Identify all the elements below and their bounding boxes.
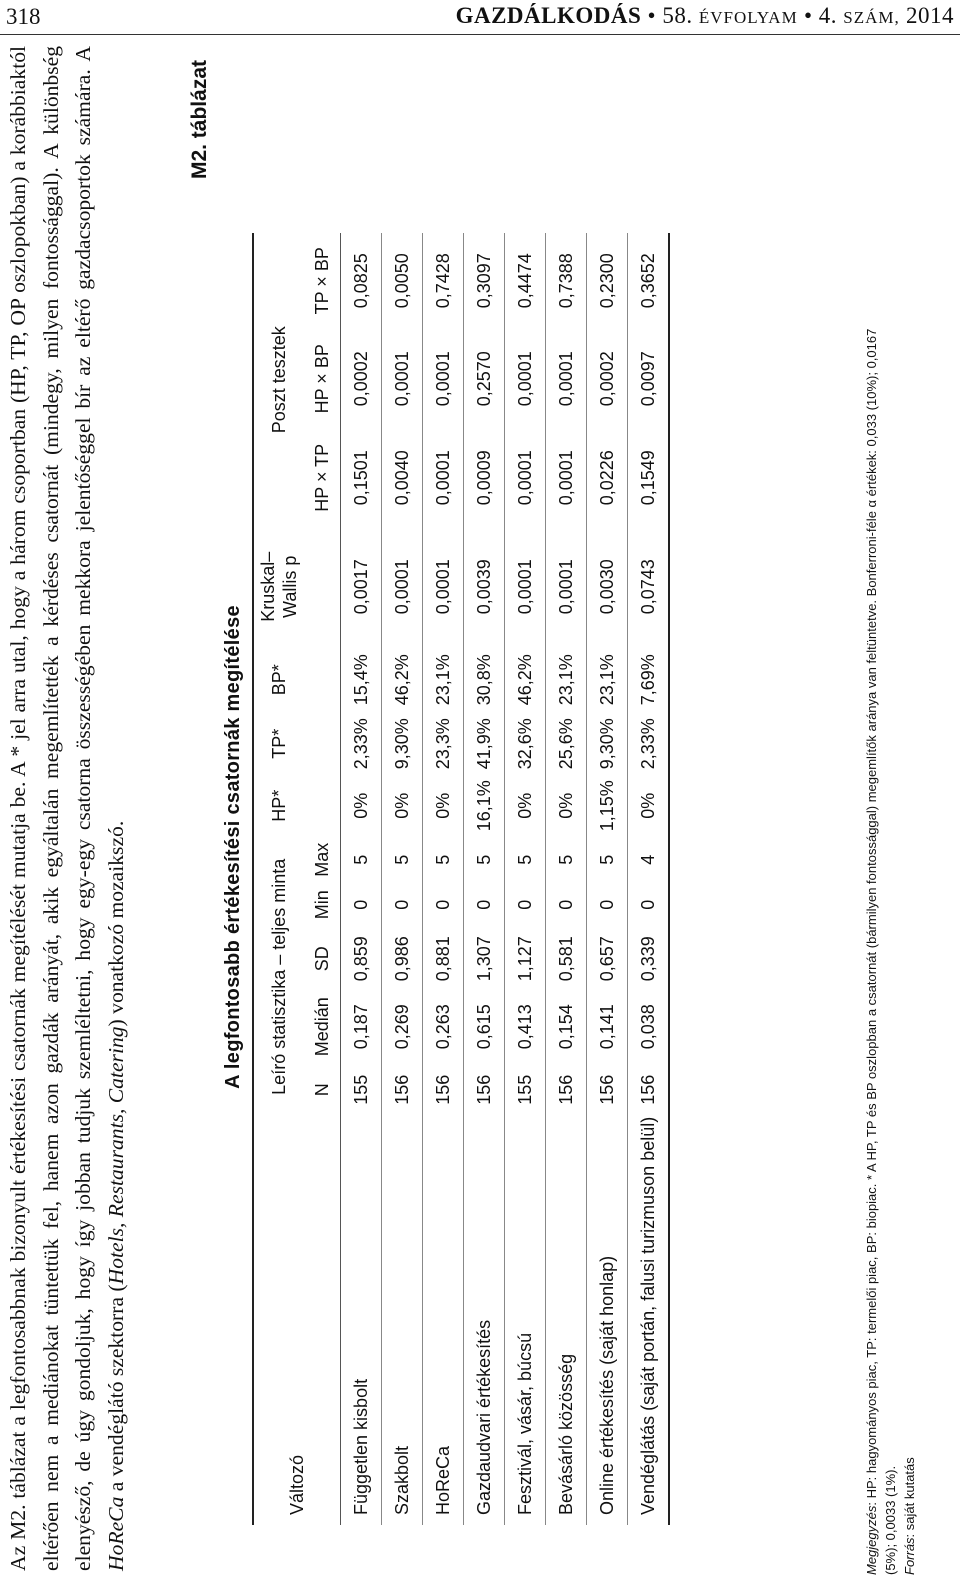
cell-tp: 9,30%	[587, 713, 628, 775]
header-empty	[304, 775, 341, 837]
table-row	[423, 233, 464, 1525]
header-tp-x-bp: TP × BP	[304, 233, 341, 329]
cell-variable: Gazdaudvari értékesítés	[464, 1117, 505, 1525]
cell-tp-x-bp: 0,0050	[382, 233, 423, 329]
cell-bp: 30,8%	[464, 647, 505, 713]
cell-n: 156	[464, 1063, 505, 1117]
cell-variable: Független kisbolt	[341, 1117, 382, 1525]
cell-hp: 0%	[628, 775, 670, 837]
table-body	[341, 233, 670, 1525]
cell-sd: 0,859	[341, 927, 382, 991]
paragraph-italic-expansion: Hotels, Restaurants, Catering	[103, 1026, 128, 1285]
cell-hp-x-tp: 0,0009	[464, 429, 505, 527]
cell-tp: 2,33%	[628, 713, 670, 775]
data-table	[252, 233, 670, 1525]
cell-tp: 32,6%	[505, 713, 546, 775]
cell-min: 0	[341, 883, 382, 927]
paragraph-text: a vendéglátó szektorra (	[103, 1284, 128, 1497]
cell-median: 0,413	[505, 991, 546, 1063]
cell-min: 0	[505, 883, 546, 927]
cell-tp-x-bp: 0,7428	[423, 233, 464, 329]
cell-tp: 2,33%	[341, 713, 382, 775]
cell-n: 156	[628, 1063, 670, 1117]
cell-n: 156	[382, 1063, 423, 1117]
cell-tp-x-bp: 0,7388	[546, 233, 587, 329]
cell-sd: 0,339	[628, 927, 670, 991]
cell-variable: Fesztivál, vásár, búcsú	[505, 1117, 546, 1525]
issue-word: SZÁM,	[843, 8, 900, 27]
cell-median: 0,615	[464, 991, 505, 1063]
cell-hp: 1,15%	[587, 775, 628, 837]
cell-max: 5	[423, 837, 464, 883]
cell-hp: 16,1%	[464, 775, 505, 837]
cell-max: 5	[505, 837, 546, 883]
table-title: A legfontosabb értékesítési csatornák megítélése	[222, 605, 244, 1089]
cell-sd: 1,127	[505, 927, 546, 991]
cell-kruskal-wallis: 0,0017	[341, 527, 382, 647]
table-label: M2. táblázat	[188, 60, 211, 180]
cell-hp-x-bp: 0,0001	[546, 329, 587, 429]
cell-bp: 46,2%	[382, 647, 423, 713]
header-max: Max	[304, 837, 341, 883]
header-kruskal-wallis	[253, 527, 304, 647]
cell-min: 0	[464, 883, 505, 927]
header-empty	[304, 713, 341, 775]
cell-bp: 23,1%	[587, 647, 628, 713]
header-sd: SD	[304, 927, 341, 991]
cell-hp-x-tp: 0,0226	[587, 429, 628, 527]
cell-tp-x-bp: 0,3097	[464, 233, 505, 329]
cell-sd: 0,986	[382, 927, 423, 991]
cell-bp: 15,4%	[341, 647, 382, 713]
cell-max: 5	[464, 837, 505, 883]
cell-kruskal-wallis: 0,0001	[382, 527, 423, 647]
table-row	[546, 233, 587, 1525]
cell-tp-x-bp: 0,2300	[587, 233, 628, 329]
cell-max: 4	[628, 837, 670, 883]
header-kw-line1: Kruskal–	[258, 551, 278, 622]
cell-bp: 23,1%	[423, 647, 464, 713]
table-notes	[862, 55, 919, 1575]
cell-hp-x-bp: 0,0002	[587, 329, 628, 429]
cell-median: 0,038	[628, 991, 670, 1063]
cell-n: 156	[546, 1063, 587, 1117]
cell-hp-x-bp: 0,0001	[423, 329, 464, 429]
cell-tp: 23,3%	[423, 713, 464, 775]
table-row	[505, 233, 546, 1525]
cell-hp: 0%	[423, 775, 464, 837]
cell-hp-x-tp: 0,1549	[628, 429, 670, 527]
cell-tp: 41,9%	[464, 713, 505, 775]
header-n: N	[304, 1063, 341, 1117]
cell-hp: 0%	[382, 775, 423, 837]
cell-kruskal-wallis: 0,0039	[464, 527, 505, 647]
table-row	[587, 233, 628, 1525]
cell-median: 0,263	[423, 991, 464, 1063]
cell-hp-x-bp: 0,0001	[382, 329, 423, 429]
header-empty	[304, 527, 341, 647]
cell-max: 5	[546, 837, 587, 883]
note-label: Megjegyzés	[864, 1505, 879, 1575]
page-number: 318	[6, 4, 41, 29]
table-row	[341, 233, 382, 1525]
cell-hp-x-tp: 0,0001	[505, 429, 546, 527]
cell-kruskal-wallis: 0,0001	[546, 527, 587, 647]
cell-tp-x-bp: 0,0825	[341, 233, 382, 329]
source-text: : saját kutatás	[902, 1457, 917, 1538]
cell-hp: 0%	[546, 775, 587, 837]
cell-min: 0	[587, 883, 628, 927]
cell-hp-x-tp: 0,0001	[423, 429, 464, 527]
cell-hp-x-bp: 0,0097	[628, 329, 670, 429]
cell-hp-x-tp: 0,0001	[546, 429, 587, 527]
cell-hp: 0%	[505, 775, 546, 837]
header-hp-x-tp: HP × TP	[304, 429, 341, 527]
cell-hp-x-bp: 0,0001	[505, 329, 546, 429]
cell-median: 0,154	[546, 991, 587, 1063]
cell-bp: 7,69%	[628, 647, 670, 713]
paragraph-text: ) vonatkozó mozaikszó.	[103, 820, 128, 1027]
cell-tp: 9,30%	[382, 713, 423, 775]
paragraph-italic-horeca: HoReCa	[103, 1496, 128, 1571]
cell-max: 5	[382, 837, 423, 883]
note-line	[862, 55, 881, 1575]
cell-n: 155	[505, 1063, 546, 1117]
source-line	[900, 55, 919, 1575]
header-descriptive-group: Leíró statisztika – teljes minta	[268, 858, 289, 1095]
cell-variable: Vendéglátás (saját portán, falusi turizmuson belül)	[628, 1117, 670, 1525]
note-line-2: (5%); 0,0033 (1%).	[883, 1465, 898, 1575]
cell-kruskal-wallis: 0,0743	[628, 527, 670, 647]
volume-number: 58.	[662, 3, 693, 28]
cell-bp: 23,1%	[546, 647, 587, 713]
year: 2014	[906, 3, 954, 28]
table-row	[382, 233, 423, 1525]
cell-kruskal-wallis: 0,0030	[587, 527, 628, 647]
header-median: Medián	[304, 991, 341, 1063]
running-header	[0, 0, 960, 35]
cell-sd: 1,307	[464, 927, 505, 991]
cell-n: 156	[587, 1063, 628, 1117]
cell-min: 0	[628, 883, 670, 927]
cell-max: 5	[587, 837, 628, 883]
cell-variable: HoReCa	[423, 1117, 464, 1525]
table-row	[628, 233, 670, 1525]
intro-paragraph	[2, 46, 132, 1571]
cell-sd: 0,657	[587, 927, 628, 991]
paragraph-text: Az M2. táblázat a legfontosabbnak bizonyult értékesítési csatornák megítélését mutatja be. A * jel arra utal, hogy a három csoportban (HP, TP, OP oszlopokban) a korábbiaktól eltérően nem a mediánokat tüntettük fel, hanem azon gazdák arányát, akik egyáltalán megemlítették a kérdéses csatornát (mindegy, milyen fontossággal). A különbség elenyésző, de úgy gondoljuk, hogy így jobban tudjuk szemléltetni, hogy egy-egy csatorna összességében mekkora jelentőséggel bír az eltérő gazdacsoportok számára. A	[6, 46, 95, 1571]
cell-sd: 0,581	[546, 927, 587, 991]
cell-variable: Online értékesítés (saját honlap)	[587, 1117, 628, 1525]
cell-min: 0	[546, 883, 587, 927]
header-min: Min	[304, 883, 341, 927]
table-row	[464, 233, 505, 1525]
header-post-tests-group: Poszt tesztek	[268, 326, 289, 434]
cell-variable: Szakbolt	[382, 1117, 423, 1525]
cell-median: 0,141	[587, 991, 628, 1063]
journal-title: GAZDÁLKODÁS	[455, 3, 642, 28]
cell-bp: 46,2%	[505, 647, 546, 713]
cell-median: 0,269	[382, 991, 423, 1063]
source-label: Forrás	[902, 1537, 917, 1575]
volume-word: ÉVFOLYAM	[698, 8, 798, 27]
cell-max: 5	[341, 837, 382, 883]
cell-hp-x-bp: 0,0002	[341, 329, 382, 429]
header-empty	[304, 647, 341, 713]
rotated-page-content	[0, 42, 960, 1577]
journal-header: GAZDÁLKODÁS • 58. ÉVFOLYAM • 4. SZÁM, 2014	[455, 3, 954, 28]
cell-n: 155	[341, 1063, 382, 1117]
cell-hp-x-tp: 0,1501	[341, 429, 382, 527]
cell-median: 0,187	[341, 991, 382, 1063]
cell-sd: 0,881	[423, 927, 464, 991]
cell-tp-x-bp: 0,3652	[628, 233, 670, 329]
cell-variable: Bevásárló közösség	[546, 1117, 587, 1525]
cell-tp: 25,6%	[546, 713, 587, 775]
cell-kruskal-wallis: 0,0001	[505, 527, 546, 647]
cell-hp-x-tp: 0,0040	[382, 429, 423, 527]
header-row-groups	[253, 233, 304, 1525]
cell-min: 0	[382, 883, 423, 927]
header-hp: HP*	[268, 789, 289, 822]
header-variable: Változó	[253, 1117, 341, 1525]
cell-kruskal-wallis: 0,0001	[423, 527, 464, 647]
issue-number: 4.	[818, 3, 838, 28]
header-kw-line2: Wallis p	[280, 555, 300, 618]
header-bp: BP*	[268, 664, 289, 696]
cell-hp-x-bp: 0,2570	[464, 329, 505, 429]
cell-tp-x-bp: 0,4474	[505, 233, 546, 329]
header-tp: TP*	[268, 728, 289, 759]
cell-min: 0	[423, 883, 464, 927]
cell-n: 156	[423, 1063, 464, 1117]
header-hp-x-bp: HP × BP	[304, 329, 341, 429]
note-text: : HP: hagyományos piac, TP: termelői piac, BP: biopiac. * A HP, TP és BP oszlopban a csatornát (bármilyen fontossággal) megemlítők aránya van feltüntetve. Bonferroni-féle α értékek: 0,033 (10%); 0,0167	[864, 328, 879, 1506]
cell-hp: 0%	[341, 775, 382, 837]
